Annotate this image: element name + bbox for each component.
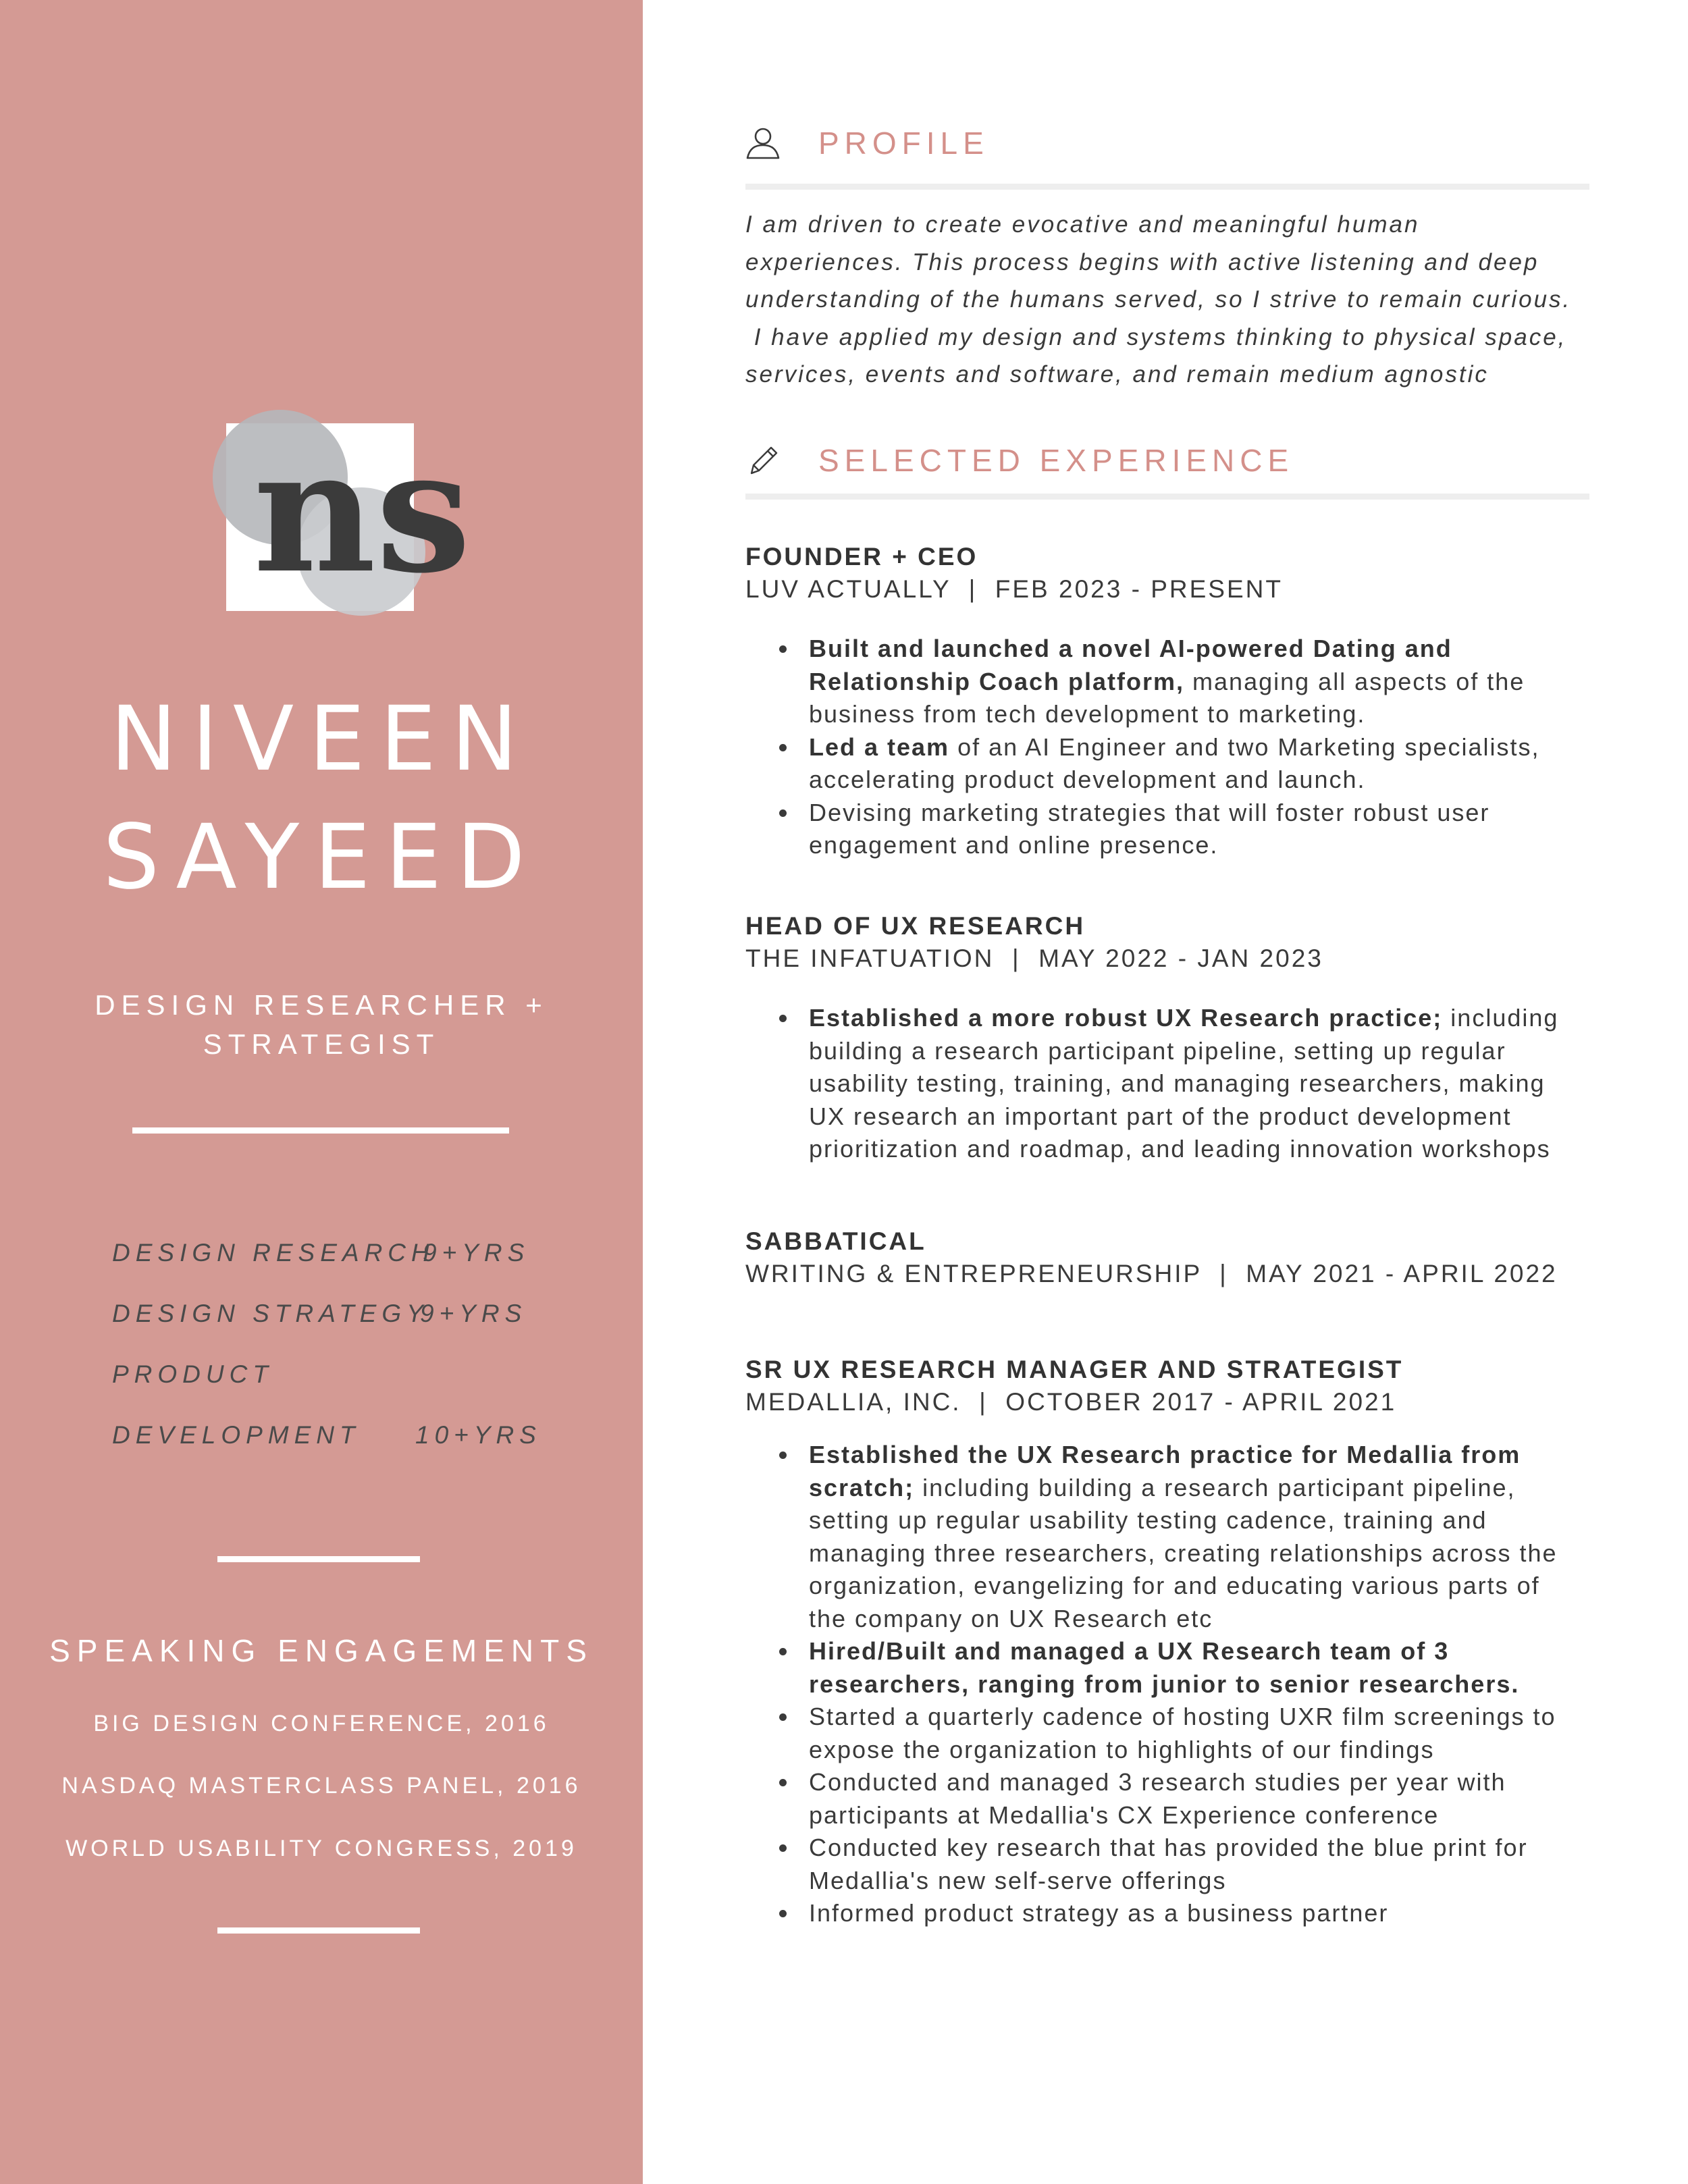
experience-header	[745, 433, 1589, 487]
bullet-line	[809, 1035, 1596, 1068]
bullet-text: Conducted key research that has provided the blue print for	[809, 1834, 1528, 1861]
bullet-text: Medallia's new self-serve offerings	[809, 1866, 1227, 1894]
divider	[217, 1927, 420, 1934]
bullet-text: setting up regular usability testing cadence, training and	[809, 1506, 1487, 1534]
bullet-text-bold: Relationship Coach platform,	[809, 667, 1185, 695]
bullet-text-bold: Led a team	[809, 733, 950, 761]
bullet-line	[809, 1002, 1596, 1035]
skill-name: PRODUCT	[112, 1360, 273, 1388]
bullet-text: Devising marketing strategies that will foster robust user	[809, 798, 1490, 826]
job-bullet	[745, 1766, 1596, 1832]
bullet-line	[809, 1603, 1596, 1636]
bullet-line	[809, 1100, 1596, 1134]
bullet-line	[809, 1504, 1596, 1537]
job-bullet	[745, 1701, 1596, 1766]
job-entry	[745, 910, 1596, 1166]
job-bullet	[745, 797, 1596, 862]
bullet-text: organization, evangelizing for and educating various parts of	[809, 1572, 1540, 1599]
speaking-item: NASDAQ MASTERCLASS PANEL, 2016	[61, 1773, 581, 1799]
bullet-line	[809, 1439, 1596, 1472]
pencil-icon	[745, 443, 781, 478]
bullet-line	[809, 633, 1596, 666]
profile-line: experiences. This process begins with active listening and deep	[745, 248, 1539, 275]
section-divider	[745, 184, 1589, 190]
bullet-line	[809, 829, 1596, 862]
bullet-text-bold: Hired/Built and managed a UX Research team of 3	[809, 1637, 1450, 1665]
profile-line: services, events and software, and remain medium agnostic	[745, 361, 1489, 388]
bullet-text: managing all aspects of the	[1184, 667, 1525, 695]
sidebar	[0, 0, 643, 2184]
bullet-text: accelerating product development and launch.	[809, 766, 1366, 793]
skill-name: DEVELOPMENT	[112, 1421, 361, 1449]
bullet-text: the company on UX Research etc	[809, 1604, 1213, 1632]
bullet-line	[809, 1766, 1596, 1799]
role-line-1: DESIGN RESEARCHER +	[95, 989, 548, 1021]
bullet-line	[809, 1635, 1596, 1668]
job-title: HEAD OF UX RESEARCH	[745, 912, 1086, 940]
profile-title: PROFILE	[818, 126, 989, 161]
job-bullet	[745, 1439, 1596, 1635]
skill-years: 9+YRS	[420, 1300, 527, 1327]
bullet-line	[809, 731, 1596, 764]
job-bullet	[745, 1635, 1596, 1701]
bullet-line	[809, 1067, 1596, 1100]
bullet-line	[809, 1832, 1596, 1865]
bullet-text-bold: Established the UX Research practice for Medallia from	[809, 1441, 1521, 1468]
bullet-text: expose the organization to highlights of our findings	[809, 1735, 1435, 1763]
job-title: SABBATICAL	[745, 1227, 926, 1255]
divider	[217, 1556, 420, 1562]
bullet-text: UX research an important part of the product development	[809, 1102, 1512, 1130]
bullet-line	[809, 698, 1596, 731]
job-title: SR UX RESEARCH MANAGER AND STRATEGIST	[745, 1356, 1404, 1383]
skill-years: 9+YRS	[423, 1239, 530, 1267]
job-entry	[745, 1354, 1596, 1930]
bullet-line	[809, 1668, 1596, 1701]
job-bullets	[745, 1002, 1596, 1166]
section-divider	[745, 494, 1589, 500]
logo	[226, 412, 471, 611]
job-entry	[745, 1225, 1596, 1290]
bullet-line	[809, 764, 1596, 797]
skill-years: 10+YRS	[415, 1421, 542, 1449]
bullet-text-bold: Established a more robust UX Research practice;	[809, 1004, 1443, 1032]
job-meta: MEDALLIA, INC. | OCTOBER 2017 - APRIL 2021	[745, 1388, 1397, 1416]
bullet-text-bold: Built and launched a novel AI-powered Dating and	[809, 635, 1452, 662]
skill-name: DESIGN STRATEGY	[112, 1300, 429, 1327]
job-bullet	[745, 1002, 1596, 1166]
bullet-line	[809, 1865, 1596, 1898]
bullet-text: usability testing, training, and managing researchers, making	[809, 1069, 1546, 1097]
job-bullet	[745, 1897, 1596, 1930]
profile-header	[745, 116, 1589, 170]
bullet-line	[809, 666, 1596, 699]
profile-text	[745, 206, 1589, 394]
logo-monogram: ns	[253, 412, 471, 610]
job-meta: THE INFATUATION | MAY 2022 - JAN 2023	[745, 944, 1323, 972]
bullet-text: building a research participant pipeline, setting up regular	[809, 1036, 1506, 1065]
bullet-text: business from tech development to marketing.	[809, 700, 1366, 728]
bullet-text-bold: researchers, ranging from junior to senior researchers.	[809, 1670, 1520, 1698]
divider	[132, 1127, 509, 1134]
experience-title: SELECTED EXPERIENCE	[818, 443, 1294, 478]
job-bullets	[745, 1439, 1596, 1930]
bullet-line	[809, 1734, 1596, 1767]
job-meta: WRITING & ENTREPRENEURSHIP | MAY 2021 - APRIL 2022	[745, 1260, 1558, 1287]
bullet-text: Conducted and managed 3 research studies per year with	[809, 1768, 1506, 1796]
profile-line: I have applied my design and systems thinking to physical space,	[745, 323, 1567, 350]
bullet-line	[809, 1897, 1596, 1930]
speaking-item: WORLD USABILITY CONGRESS, 2019	[65, 1836, 577, 1861]
bullet-text: including building a research participant pipeline,	[914, 1473, 1516, 1501]
bullet-text: including	[1442, 1004, 1559, 1032]
user-icon	[745, 126, 781, 161]
job-bullet	[745, 1832, 1596, 1897]
job-bullets	[745, 633, 1596, 862]
bullet-line	[809, 1537, 1596, 1570]
skill-name: DESIGN RESEARCH	[112, 1239, 435, 1267]
job-meta: LUV ACTUALLY | FEB 2023 - PRESENT	[745, 575, 1283, 603]
profile-line: I am driven to create evocative and meaningful human	[745, 211, 1420, 238]
bullet-text: engagement and online presence.	[809, 831, 1219, 859]
job-title: FOUNDER + CEO	[745, 543, 978, 570]
name-last: SAYEED	[103, 805, 540, 909]
job-bullet	[745, 633, 1596, 731]
bullet-text: Informed product strategy as a business partner	[809, 1899, 1389, 1927]
bullet-line	[809, 1472, 1596, 1505]
name-first: NIVEEN	[110, 687, 533, 791]
bullet-text: participants at Medallia's CX Experience conference	[809, 1801, 1440, 1829]
bullet-text-bold: scratch;	[809, 1473, 915, 1501]
bullet-text: prioritization and roadmap, and leading innovation workshops	[809, 1135, 1551, 1163]
bullet-text: Started a quarterly cadence of hosting UXR film screenings to	[809, 1703, 1556, 1730]
bullet-line	[809, 1799, 1596, 1832]
bullet-line	[809, 1701, 1596, 1734]
role-line-2: STRATEGIST	[203, 1028, 440, 1060]
bullet-text: of an AI Engineer and two Marketing specialists,	[949, 733, 1540, 761]
bullet-line	[809, 1570, 1596, 1603]
job-bullet	[745, 731, 1596, 797]
job-entry	[745, 541, 1596, 862]
speaking-title: SPEAKING ENGAGEMENTS	[49, 1633, 594, 1668]
bullet-line	[809, 797, 1596, 830]
speaking-item: BIG DESIGN CONFERENCE, 2016	[93, 1711, 550, 1736]
bullet-text: managing three researchers, creating relationships across the	[809, 1539, 1558, 1567]
profile-line: understanding of the humans served, so I strive to remain curious.	[745, 286, 1572, 313]
bullet-line	[809, 1133, 1596, 1166]
